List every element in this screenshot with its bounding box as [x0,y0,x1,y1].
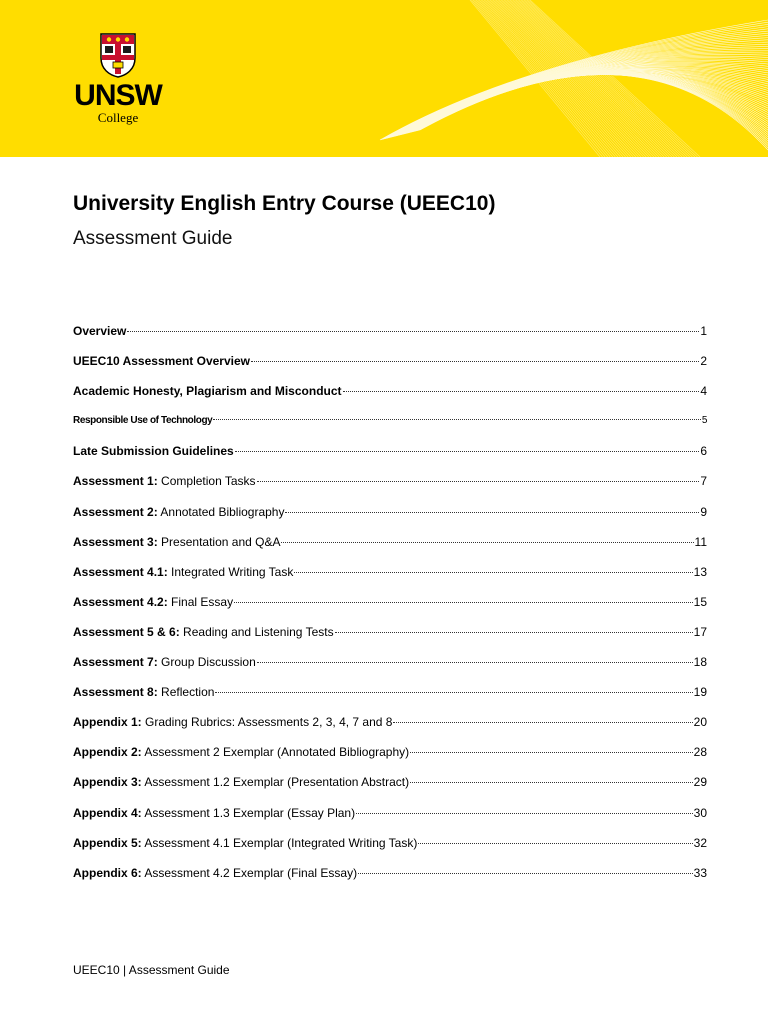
toc-entry-text: Assessment 1.3 Exemplar (Essay Plan) [141,805,356,820]
toc-dot-leader [418,843,692,844]
toc-dot-leader [234,602,693,603]
toc-dot-leader [356,813,693,814]
toc-page-number: 7 [700,474,707,489]
toc-entry[interactable] [73,743,707,773]
toc-entry-bold: Assessment 4.1: [73,564,168,579]
crest-icon [99,32,137,78]
toc-dot-leader [410,752,693,753]
toc-entry-bold: Appendix 5: [73,835,142,850]
toc-page-number: 29 [693,775,707,790]
logo-wordmark: UNSW [74,79,162,112]
toc-entry[interactable] [73,593,707,623]
toc-entry[interactable] [73,834,707,864]
toc-entry-label [73,472,256,490]
toc-entry-bold: Appendix 6: [73,865,142,880]
toc-entry-label [73,503,284,521]
header-banner [0,0,768,157]
toc-dot-leader [215,692,692,693]
toc-entry[interactable] [73,382,707,412]
toc-entry[interactable] [73,773,707,803]
toc-entry-bold: Appendix 1: [73,715,142,730]
toc-entry[interactable] [73,352,707,382]
toc-entry-bold: Appendix 2: [73,745,142,760]
toc-entry-bold: Responsible Use of Technology [73,415,213,427]
toc-page-number: 32 [693,835,707,850]
toc-entry-label [73,322,126,340]
toc-dot-leader [285,512,699,513]
document-title: University English Entry Course (UEEC10) [73,192,496,215]
toc-entry[interactable] [73,503,707,533]
page-footer: UEEC10 | Assessment Guide [73,963,230,977]
toc-entry[interactable] [73,804,707,834]
toc-page-number: 33 [693,865,707,880]
toc-entry[interactable] [73,563,707,593]
toc-entry-text: Assessment 1.2 Exemplar (Presentation Abstract) [141,775,410,790]
toc-dot-leader [257,662,693,663]
unsw-college-logo [72,32,164,128]
toc-page-number: 1 [700,324,707,338]
toc-dot-leader [343,391,700,392]
toc-entry-label [73,834,417,852]
toc-entry-label [73,563,293,581]
toc-entry-text: Assessment 2 Exemplar (Annotated Bibliography) [141,745,410,760]
toc-dot-leader [213,419,700,420]
toc-entry-label [73,713,392,731]
toc-entry-bold: Assessment 1: [73,474,158,489]
toc-entry-bold: Assessment 8: [73,685,158,700]
toc-entry[interactable] [73,623,707,653]
toc-entry-bold: Assessment 2: [73,504,158,519]
toc-entry[interactable] [73,412,707,442]
toc-dot-leader [335,632,693,633]
toc-entry-label [73,623,334,641]
toc-entry-bold: Appendix 3: [73,775,142,790]
toc-page-number: 19 [693,685,707,700]
toc-entry-text: Assessment 4.1 Exemplar (Integrated Writing Task) [141,835,418,850]
toc-entry-label [73,683,214,701]
toc-entry-bold: Academic Honesty, Plagiarism and Misconduct [73,384,342,399]
toc-page-number: 2 [700,354,707,369]
toc-entry-text: Group Discussion [157,655,256,670]
toc-entry[interactable] [73,472,707,502]
toc-entry-label [73,743,409,761]
toc-entry-label [73,773,409,791]
toc-dot-leader [257,481,700,482]
toc-page-number: 9 [700,504,707,519]
toc-entry-bold: Assessment 7: [73,655,158,670]
toc-page-number: 6 [700,444,707,459]
toc-entry-text: Assessment 4.2 Exemplar (Final Essay) [141,865,358,880]
toc-entry-text: Reading and Listening Tests [179,624,334,639]
toc-page-number: 20 [693,715,707,730]
toc-entry-text: Annotated Bibliography [157,504,285,519]
toc-entry-text: Final Essay [167,594,234,609]
toc-dot-leader [393,722,692,723]
toc-page-number: 18 [693,655,707,670]
toc-entry-bold: UEEC10 Assessment Overview [73,354,250,369]
toc-entry-bold: Assessment 5 & 6: [73,624,180,639]
document-subtitle: Assessment Guide [73,228,233,249]
toc-entry[interactable] [73,653,707,683]
toc-entry-label [73,804,355,822]
toc-entry-label [73,533,280,551]
toc-entry-bold: Appendix 4: [73,805,142,820]
logo-subtitle: College [97,110,139,125]
toc-dot-leader [235,451,700,452]
toc-page-number: 17 [693,624,707,639]
toc-entry-text: Grading Rubrics: Assessments 2, 3, 4, 7 and 8 [141,715,393,730]
toc-entry-label [73,653,256,671]
toc-entry-text: Presentation and Q&A [157,534,281,549]
toc-page-number: 5 [701,415,707,427]
toc-entry-bold: Assessment 3: [73,534,158,549]
toc-entry[interactable] [73,533,707,563]
toc-page-number: 13 [693,564,707,579]
toc-page-number: 4 [700,384,707,399]
toc-page-number: 15 [693,594,707,609]
toc-page-number: 11 [694,534,707,549]
toc-entry-text: Integrated Writing Task [167,564,294,579]
toc-dot-leader [281,542,693,543]
toc-entry-bold: Overview [73,324,127,338]
toc-entry-label [73,412,212,430]
toc-entry-label [73,864,357,882]
toc-entry-bold: Assessment 4.2: [73,594,168,609]
toc-entry-label [73,352,250,370]
toc-entry[interactable] [73,322,707,352]
toc-entry[interactable] [73,864,707,894]
toc-page-number: 30 [693,805,707,820]
toc-entry[interactable] [73,683,707,713]
toc-dot-leader [127,331,699,332]
toc-entry-label [73,442,234,460]
toc-dot-leader [294,572,692,573]
toc-dot-leader [410,782,693,783]
toc-page-number: 28 [693,745,707,760]
toc-dot-leader [358,873,693,874]
toc-entry-bold: Late Submission Guidelines [73,444,234,459]
toc-entry-text: Completion Tasks [157,474,256,489]
toc-entry-text: Reflection [157,685,215,700]
table-of-contents [73,322,707,894]
toc-entry-label [73,382,342,400]
toc-entry[interactable] [73,442,707,472]
toc-entry-label [73,593,233,611]
toc-dot-leader [251,361,699,362]
toc-entry[interactable] [73,713,707,743]
